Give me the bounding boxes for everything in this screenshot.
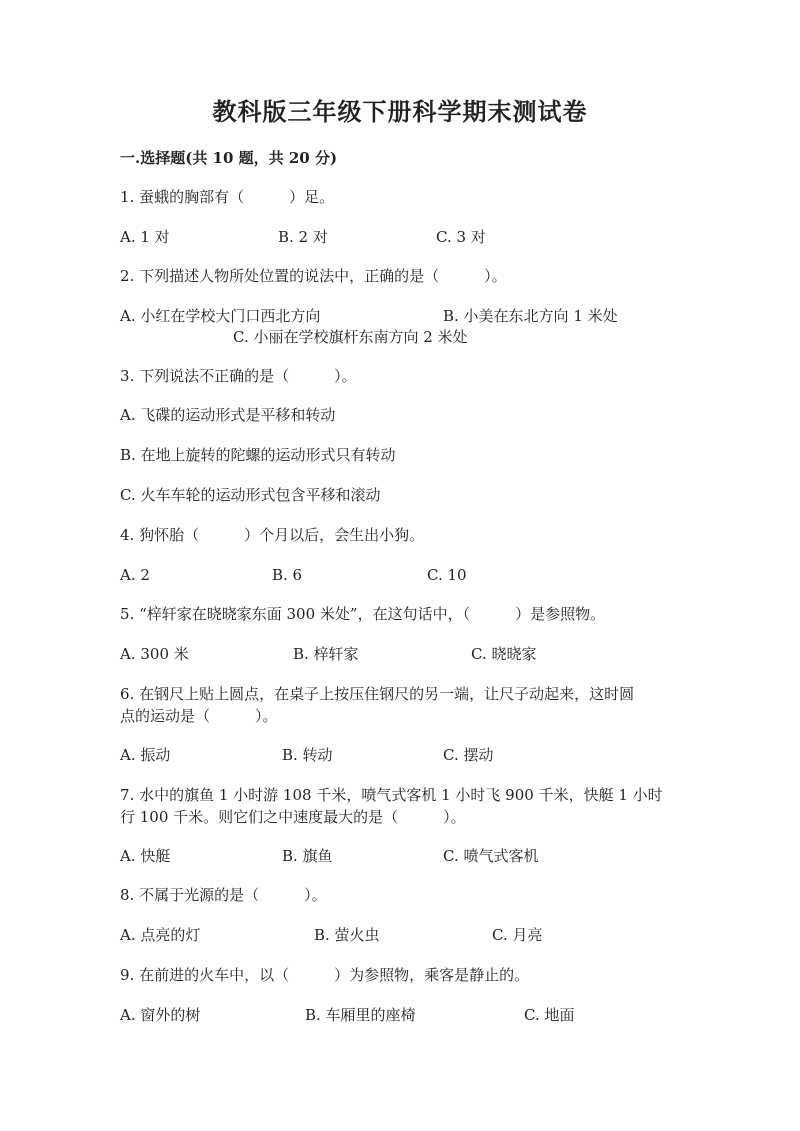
question-9-option-a: A. 窗外的树 xyxy=(120,1006,201,1024)
question-6-option-a: A. 振动 xyxy=(120,746,171,764)
question-3-option-c: C. 火车车轮的运动形式包含平移和滚动 xyxy=(120,486,381,504)
question-1-option-c: C. 3 对 xyxy=(436,228,486,246)
question-2-option-c: C. 小丽在学校旗杆东南方向 2 米处 xyxy=(233,328,468,346)
question-5-stem: 5. “梓轩家在晓晓家东面 300 米处”，在这句话中，（ ）是参照物。 xyxy=(120,605,606,623)
question-5-option-c: C. 晓晓家 xyxy=(471,645,537,663)
question-2-stem: 2. 下列描述人物所处位置的说法中，正确的是（ ）。 xyxy=(120,267,507,285)
section-heading: 一.选择题(共 10 题，共 20 分) xyxy=(120,149,338,167)
question-3-stem: 3. 下列说法不正确的是（ ）。 xyxy=(120,367,357,385)
page-title: 教科版三年级下册科学期末测试卷 xyxy=(212,97,588,126)
question-6-option-c: C. 摆动 xyxy=(443,746,494,764)
question-1-option-a: A. 1 对 xyxy=(120,228,170,246)
question-4-stem: 4. 狗怀胎（ ）个月以后，会生出小狗。 xyxy=(120,526,425,544)
question-7-stem-line-1: 7. 水中的旗鱼 1 小时游 108 千米，喷气式客机 1 小时飞 900 千米，快艇 1 小时 xyxy=(120,786,663,804)
question-6-stem-line-2: 点的运动是（ ）。 xyxy=(120,707,278,725)
question-9-stem: 9. 在前进的火车中，以（ ）为参照物，乘客是静止的。 xyxy=(120,966,530,984)
question-6-option-b: B. 转动 xyxy=(282,746,333,764)
question-2-option-b: B. 小美在东北方向 1 米处 xyxy=(443,307,618,325)
question-4-option-a: A. 2 xyxy=(120,566,150,584)
question-7-option-a: A. 快艇 xyxy=(120,847,171,865)
question-4-option-c: C. 10 xyxy=(427,566,467,584)
question-4-option-b: B. 6 xyxy=(272,566,303,584)
question-5-option-a: A. 300 米 xyxy=(120,645,189,663)
question-8-option-a: A. 点亮的灯 xyxy=(120,926,201,944)
question-8-option-c: C. 月亮 xyxy=(492,926,543,944)
question-1-stem: 1. 蚕蛾的胸部有（ ）足。 xyxy=(120,188,335,206)
question-3-option-a: A. 飞碟的运动形式是平移和转动 xyxy=(120,406,336,424)
question-7-option-b: B. 旗鱼 xyxy=(282,847,333,865)
question-2-option-a: A. 小红在学校大门口西北方向 xyxy=(120,307,321,325)
question-7-stem-line-2: 行 100 千米。则它们之中速度最大的是（ ）。 xyxy=(120,808,466,826)
question-1-option-b: B. 2 对 xyxy=(278,228,328,246)
question-6-stem-line-1: 6. 在钢尺上贴上圆点，在桌子上按压住钢尺的另一端，让尺子动起来，这时圆 xyxy=(120,685,635,703)
question-9-option-b: B. 车厢里的座椅 xyxy=(305,1006,416,1024)
question-5-option-b: B. 梓轩家 xyxy=(293,645,359,663)
question-9-option-c: C. 地面 xyxy=(524,1006,575,1024)
question-8-stem: 8. 不属于光源的是（ ）。 xyxy=(120,886,327,904)
question-3-option-b: B. 在地上旋转的陀螺的运动形式只有转动 xyxy=(120,446,396,464)
question-7-option-c: C. 喷气式客机 xyxy=(443,847,539,865)
question-8-option-b: B. 萤火虫 xyxy=(314,926,380,944)
